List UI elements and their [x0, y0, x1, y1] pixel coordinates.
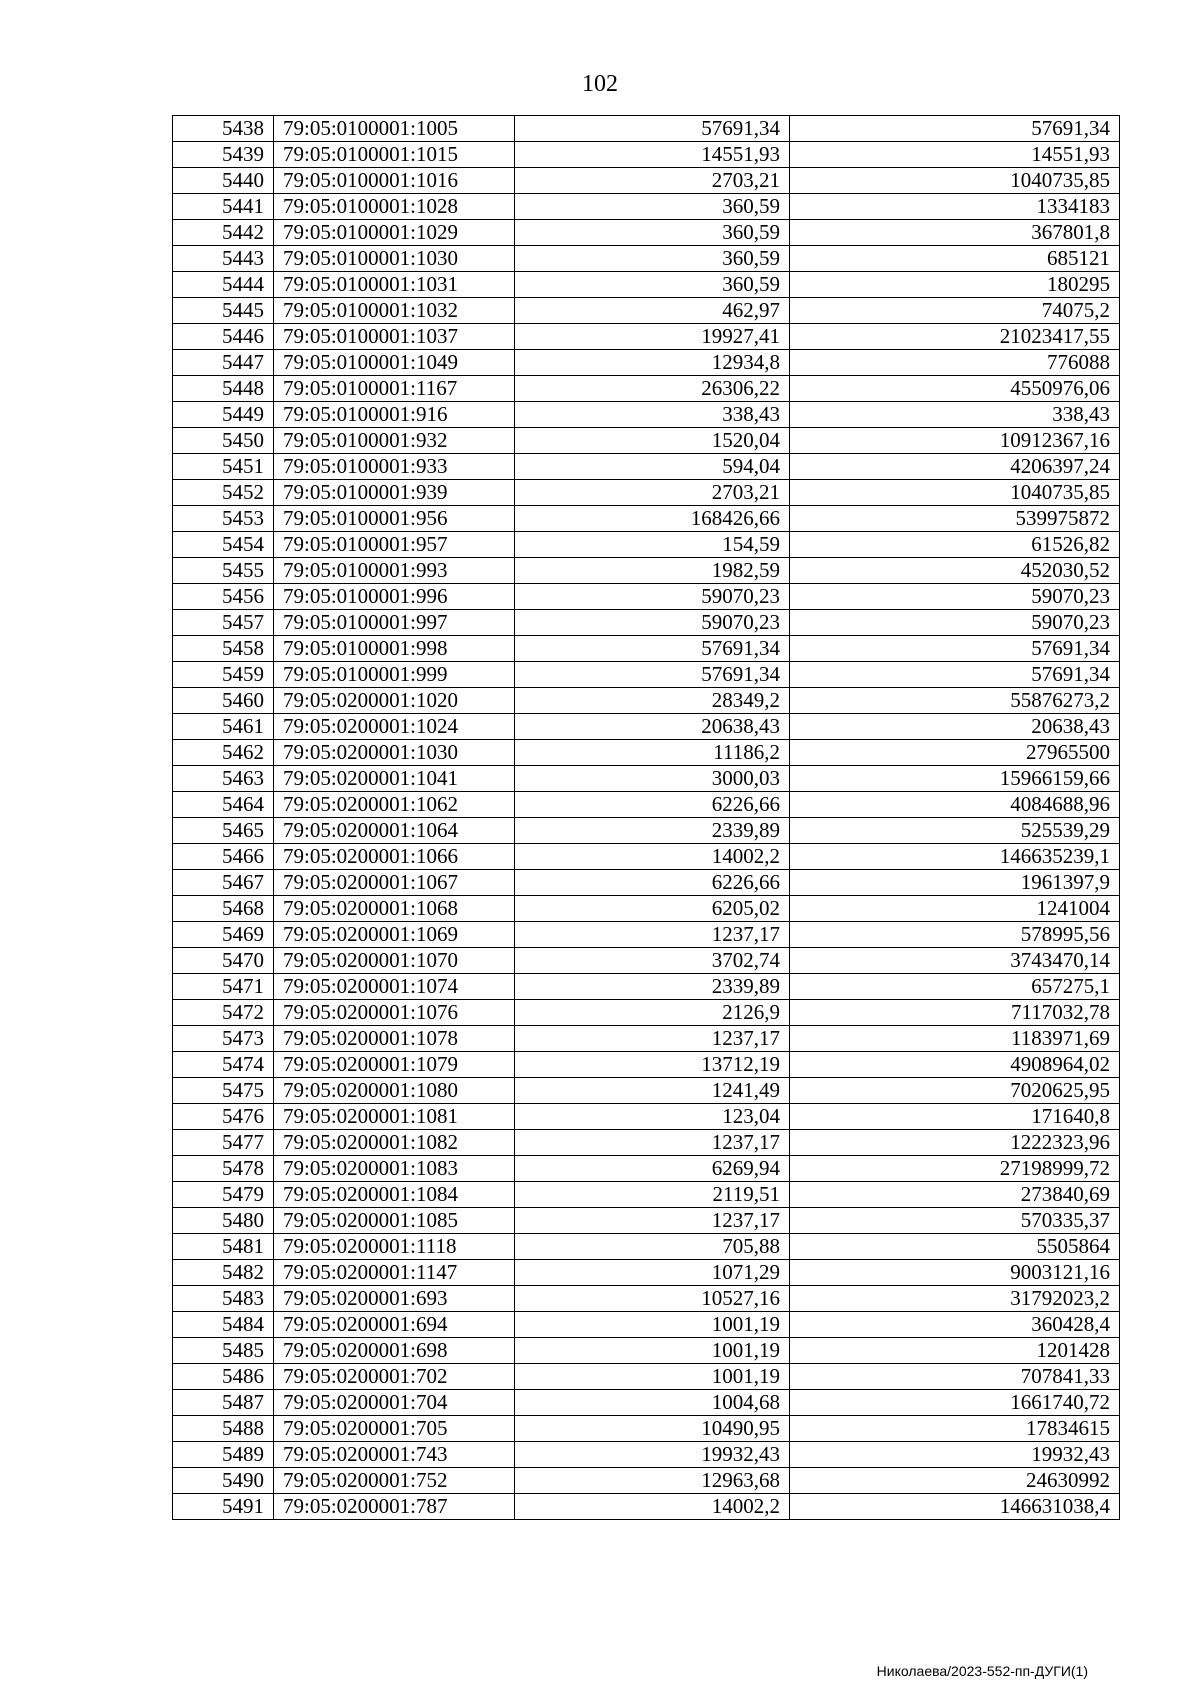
row-number-cell: 5466 [173, 844, 274, 870]
row-number-cell: 5478 [173, 1156, 274, 1182]
row-number-cell: 5441 [173, 194, 274, 220]
row-number-cell: 5440 [173, 168, 274, 194]
area-value-cell: 57691,34 [515, 116, 790, 142]
cadastral-number-cell: 79:05:0200001:787 [274, 1494, 515, 1520]
table-row [173, 1130, 1120, 1156]
cadastral-number-cell: 79:05:0100001:956 [274, 506, 515, 532]
cost-value-cell: 578995,56 [790, 922, 1120, 948]
cadastral-number-cell: 79:05:0200001:698 [274, 1338, 515, 1364]
cadastral-number-cell: 79:05:0100001:1005 [274, 116, 515, 142]
row-number-cell: 5489 [173, 1442, 274, 1468]
cadastral-number-cell: 79:05:0200001:1080 [274, 1078, 515, 1104]
cadastral-number-cell: 79:05:0200001:1076 [274, 1000, 515, 1026]
registry-table [172, 115, 1120, 1520]
table-row [173, 714, 1120, 740]
row-number-cell: 5455 [173, 558, 274, 584]
table-row [173, 1494, 1120, 1520]
cost-value-cell: 59070,23 [790, 610, 1120, 636]
area-value-cell: 6226,66 [515, 870, 790, 896]
registry-table-body [173, 116, 1120, 1520]
table-row [173, 116, 1120, 142]
cost-value-cell: 59070,23 [790, 584, 1120, 610]
table-row [173, 1260, 1120, 1286]
area-value-cell: 19932,43 [515, 1442, 790, 1468]
cadastral-number-cell: 79:05:0100001:1049 [274, 350, 515, 376]
row-number-cell: 5476 [173, 1104, 274, 1130]
row-number-cell: 5453 [173, 506, 274, 532]
table-row [173, 974, 1120, 1000]
table-row [173, 1156, 1120, 1182]
table-row [173, 1182, 1120, 1208]
cadastral-number-cell: 79:05:0100001:1032 [274, 298, 515, 324]
cadastral-number-cell: 79:05:0200001:1069 [274, 922, 515, 948]
cost-value-cell: 10912367,16 [790, 428, 1120, 454]
row-number-cell: 5480 [173, 1208, 274, 1234]
table-row [173, 1234, 1120, 1260]
row-number-cell: 5475 [173, 1078, 274, 1104]
cadastral-number-cell: 79:05:0200001:1084 [274, 1182, 515, 1208]
row-number-cell: 5473 [173, 1026, 274, 1052]
cadastral-number-cell: 79:05:0200001:1074 [274, 974, 515, 1000]
cost-value-cell: 367801,8 [790, 220, 1120, 246]
row-number-cell: 5469 [173, 922, 274, 948]
cost-value-cell: 452030,52 [790, 558, 1120, 584]
cost-value-cell: 1241004 [790, 896, 1120, 922]
cadastral-number-cell: 79:05:0200001:694 [274, 1312, 515, 1338]
cadastral-number-cell: 79:05:0200001:1041 [274, 766, 515, 792]
cost-value-cell: 146631038,4 [790, 1494, 1120, 1520]
table-row [173, 1416, 1120, 1442]
cadastral-number-cell: 79:05:0200001:1082 [274, 1130, 515, 1156]
cadastral-number-cell: 79:05:0200001:1085 [274, 1208, 515, 1234]
cost-value-cell: 57691,34 [790, 636, 1120, 662]
area-value-cell: 360,59 [515, 194, 790, 220]
cadastral-number-cell: 79:05:0200001:1118 [274, 1234, 515, 1260]
row-number-cell: 5459 [173, 662, 274, 688]
cost-value-cell: 4550976,06 [790, 376, 1120, 402]
area-value-cell: 1982,59 [515, 558, 790, 584]
cadastral-number-cell: 79:05:0100001:1031 [274, 272, 515, 298]
area-value-cell: 14551,93 [515, 142, 790, 168]
table-row [173, 454, 1120, 480]
area-value-cell: 154,59 [515, 532, 790, 558]
table-row [173, 1104, 1120, 1130]
table-row [173, 766, 1120, 792]
table-row [173, 324, 1120, 350]
table-row [173, 610, 1120, 636]
cadastral-number-cell: 79:05:0200001:1147 [274, 1260, 515, 1286]
cadastral-number-cell: 79:05:0100001:932 [274, 428, 515, 454]
area-value-cell: 12934,8 [515, 350, 790, 376]
cost-value-cell: 338,43 [790, 402, 1120, 428]
cost-value-cell: 5505864 [790, 1234, 1120, 1260]
cadastral-number-cell: 79:05:0100001:933 [274, 454, 515, 480]
cadastral-number-cell: 79:05:0100001:957 [274, 532, 515, 558]
row-number-cell: 5488 [173, 1416, 274, 1442]
cost-value-cell: 525539,29 [790, 818, 1120, 844]
table-row [173, 688, 1120, 714]
area-value-cell: 1237,17 [515, 1208, 790, 1234]
table-row [173, 1390, 1120, 1416]
cadastral-number-cell: 79:05:0200001:1064 [274, 818, 515, 844]
row-number-cell: 5461 [173, 714, 274, 740]
table-row [173, 168, 1120, 194]
row-number-cell: 5491 [173, 1494, 274, 1520]
area-value-cell: 2703,21 [515, 480, 790, 506]
cost-value-cell: 1661740,72 [790, 1390, 1120, 1416]
area-value-cell: 360,59 [515, 246, 790, 272]
area-value-cell: 10490,95 [515, 1416, 790, 1442]
area-value-cell: 6205,02 [515, 896, 790, 922]
area-value-cell: 13712,19 [515, 1052, 790, 1078]
cadastral-number-cell: 79:05:0200001:704 [274, 1390, 515, 1416]
row-number-cell: 5472 [173, 1000, 274, 1026]
cadastral-number-cell: 79:05:0100001:1028 [274, 194, 515, 220]
area-value-cell: 1001,19 [515, 1338, 790, 1364]
cadastral-number-cell: 79:05:0200001:1083 [274, 1156, 515, 1182]
table-row [173, 896, 1120, 922]
area-value-cell: 59070,23 [515, 584, 790, 610]
table-row [173, 532, 1120, 558]
cost-value-cell: 24630992 [790, 1468, 1120, 1494]
table-row [173, 1052, 1120, 1078]
row-number-cell: 5486 [173, 1364, 274, 1390]
area-value-cell: 1520,04 [515, 428, 790, 454]
cost-value-cell: 74075,2 [790, 298, 1120, 324]
table-row [173, 870, 1120, 896]
row-number-cell: 5468 [173, 896, 274, 922]
cost-value-cell: 7020625,95 [790, 1078, 1120, 1104]
table-row [173, 220, 1120, 246]
cost-value-cell: 21023417,55 [790, 324, 1120, 350]
area-value-cell: 28349,2 [515, 688, 790, 714]
cadastral-number-cell: 79:05:0200001:1030 [274, 740, 515, 766]
area-value-cell: 1237,17 [515, 1130, 790, 1156]
row-number-cell: 5471 [173, 974, 274, 1000]
row-number-cell: 5447 [173, 350, 274, 376]
area-value-cell: 14002,2 [515, 844, 790, 870]
row-number-cell: 5457 [173, 610, 274, 636]
area-value-cell: 57691,34 [515, 636, 790, 662]
row-number-cell: 5464 [173, 792, 274, 818]
area-value-cell: 360,59 [515, 220, 790, 246]
table-row [173, 402, 1120, 428]
cadastral-number-cell: 79:05:0100001:998 [274, 636, 515, 662]
cost-value-cell: 539975872 [790, 506, 1120, 532]
cadastral-number-cell: 79:05:0200001:1078 [274, 1026, 515, 1052]
table-row [173, 1338, 1120, 1364]
cost-value-cell: 31792023,2 [790, 1286, 1120, 1312]
cadastral-number-cell: 79:05:0200001:1024 [274, 714, 515, 740]
area-value-cell: 3000,03 [515, 766, 790, 792]
row-number-cell: 5458 [173, 636, 274, 662]
cost-value-cell: 55876273,2 [790, 688, 1120, 714]
row-number-cell: 5474 [173, 1052, 274, 1078]
cost-value-cell: 17834615 [790, 1416, 1120, 1442]
table-row [173, 636, 1120, 662]
row-number-cell: 5446 [173, 324, 274, 350]
area-value-cell: 59070,23 [515, 610, 790, 636]
cadastral-number-cell: 79:05:0200001:1062 [274, 792, 515, 818]
area-value-cell: 26306,22 [515, 376, 790, 402]
table-row [173, 1026, 1120, 1052]
row-number-cell: 5483 [173, 1286, 274, 1312]
row-number-cell: 5452 [173, 480, 274, 506]
table-row [173, 480, 1120, 506]
cadastral-number-cell: 79:05:0100001:1030 [274, 246, 515, 272]
cost-value-cell: 180295 [790, 272, 1120, 298]
area-value-cell: 2126,9 [515, 1000, 790, 1026]
area-value-cell: 705,88 [515, 1234, 790, 1260]
table-row [173, 740, 1120, 766]
cadastral-number-cell: 79:05:0100001:996 [274, 584, 515, 610]
cost-value-cell: 61526,82 [790, 532, 1120, 558]
cost-value-cell: 1201428 [790, 1338, 1120, 1364]
cost-value-cell: 3743470,14 [790, 948, 1120, 974]
cost-value-cell: 27198999,72 [790, 1156, 1120, 1182]
row-number-cell: 5439 [173, 142, 274, 168]
cost-value-cell: 273840,69 [790, 1182, 1120, 1208]
table-row [173, 298, 1120, 324]
cadastral-number-cell: 79:05:0200001:1068 [274, 896, 515, 922]
area-value-cell: 3702,74 [515, 948, 790, 974]
area-value-cell: 1237,17 [515, 922, 790, 948]
area-value-cell: 338,43 [515, 402, 790, 428]
table-row [173, 376, 1120, 402]
cost-value-cell: 57691,34 [790, 662, 1120, 688]
cost-value-cell: 1183971,69 [790, 1026, 1120, 1052]
cadastral-number-cell: 79:05:0100001:916 [274, 402, 515, 428]
cost-value-cell: 1334183 [790, 194, 1120, 220]
area-value-cell: 1241,49 [515, 1078, 790, 1104]
row-number-cell: 5454 [173, 532, 274, 558]
cadastral-number-cell: 79:05:0200001:1079 [274, 1052, 515, 1078]
row-number-cell: 5482 [173, 1260, 274, 1286]
table-row [173, 662, 1120, 688]
row-number-cell: 5485 [173, 1338, 274, 1364]
cadastral-number-cell: 79:05:0100001:1167 [274, 376, 515, 402]
table-row [173, 1468, 1120, 1494]
cost-value-cell: 7117032,78 [790, 1000, 1120, 1026]
area-value-cell: 6269,94 [515, 1156, 790, 1182]
cost-value-cell: 657275,1 [790, 974, 1120, 1000]
table-row [173, 506, 1120, 532]
table-row [173, 922, 1120, 948]
cost-value-cell: 776088 [790, 350, 1120, 376]
cadastral-number-cell: 79:05:0200001:702 [274, 1364, 515, 1390]
table-row [173, 792, 1120, 818]
row-number-cell: 5479 [173, 1182, 274, 1208]
cadastral-number-cell: 79:05:0100001:1015 [274, 142, 515, 168]
table-row [173, 272, 1120, 298]
cost-value-cell: 360428,4 [790, 1312, 1120, 1338]
table-row [173, 350, 1120, 376]
row-number-cell: 5462 [173, 740, 274, 766]
row-number-cell: 5442 [173, 220, 274, 246]
table-row [173, 584, 1120, 610]
area-value-cell: 1071,29 [515, 1260, 790, 1286]
area-value-cell: 10527,16 [515, 1286, 790, 1312]
row-number-cell: 5443 [173, 246, 274, 272]
cost-value-cell: 146635239,1 [790, 844, 1120, 870]
table-row [173, 818, 1120, 844]
cadastral-number-cell: 79:05:0100001:939 [274, 480, 515, 506]
area-value-cell: 1004,68 [515, 1390, 790, 1416]
cadastral-number-cell: 79:05:0200001:693 [274, 1286, 515, 1312]
area-value-cell: 594,04 [515, 454, 790, 480]
cadastral-number-cell: 79:05:0200001:1066 [274, 844, 515, 870]
area-value-cell: 11186,2 [515, 740, 790, 766]
table-row [173, 948, 1120, 974]
area-value-cell: 168426,66 [515, 506, 790, 532]
cadastral-number-cell: 79:05:0200001:752 [274, 1468, 515, 1494]
row-number-cell: 5448 [173, 376, 274, 402]
cost-value-cell: 19932,43 [790, 1442, 1120, 1468]
cadastral-number-cell: 79:05:0100001:1037 [274, 324, 515, 350]
row-number-cell: 5465 [173, 818, 274, 844]
table-row [173, 1000, 1120, 1026]
row-number-cell: 5484 [173, 1312, 274, 1338]
row-number-cell: 5445 [173, 298, 274, 324]
cost-value-cell: 1040735,85 [790, 480, 1120, 506]
area-value-cell: 19927,41 [515, 324, 790, 350]
table-row [173, 1364, 1120, 1390]
table-row [173, 142, 1120, 168]
cadastral-number-cell: 79:05:0200001:743 [274, 1442, 515, 1468]
cost-value-cell: 570335,37 [790, 1208, 1120, 1234]
document-footer: Николаева/2023-552-пп-ДУГИ(1) [876, 1663, 1088, 1679]
table-row [173, 558, 1120, 584]
cadastral-number-cell: 79:05:0100001:1016 [274, 168, 515, 194]
table-row [173, 1312, 1120, 1338]
cost-value-cell: 57691,34 [790, 116, 1120, 142]
table-row [173, 428, 1120, 454]
cadastral-number-cell: 79:05:0100001:997 [274, 610, 515, 636]
cadastral-number-cell: 79:05:0100001:1029 [274, 220, 515, 246]
area-value-cell: 14002,2 [515, 1494, 790, 1520]
table-row [173, 844, 1120, 870]
area-value-cell: 1237,17 [515, 1026, 790, 1052]
cost-value-cell: 4908964,02 [790, 1052, 1120, 1078]
area-value-cell: 360,59 [515, 272, 790, 298]
cadastral-number-cell: 79:05:0200001:1020 [274, 688, 515, 714]
cadastral-number-cell: 79:05:0100001:999 [274, 662, 515, 688]
row-number-cell: 5477 [173, 1130, 274, 1156]
area-value-cell: 123,04 [515, 1104, 790, 1130]
row-number-cell: 5451 [173, 454, 274, 480]
cadastral-number-cell: 79:05:0200001:1081 [274, 1104, 515, 1130]
row-number-cell: 5438 [173, 116, 274, 142]
cadastral-number-cell: 79:05:0200001:1070 [274, 948, 515, 974]
cost-value-cell: 4206397,24 [790, 454, 1120, 480]
cost-value-cell: 1040735,85 [790, 168, 1120, 194]
area-value-cell: 12963,68 [515, 1468, 790, 1494]
row-number-cell: 5467 [173, 870, 274, 896]
cadastral-number-cell: 79:05:0100001:993 [274, 558, 515, 584]
area-value-cell: 2339,89 [515, 818, 790, 844]
cost-value-cell: 1222323,96 [790, 1130, 1120, 1156]
cost-value-cell: 14551,93 [790, 142, 1120, 168]
row-number-cell: 5450 [173, 428, 274, 454]
cost-value-cell: 9003121,16 [790, 1260, 1120, 1286]
cadastral-number-cell: 79:05:0200001:1067 [274, 870, 515, 896]
cost-value-cell: 1961397,9 [790, 870, 1120, 896]
area-value-cell: 2703,21 [515, 168, 790, 194]
row-number-cell: 5449 [173, 402, 274, 428]
cost-value-cell: 685121 [790, 246, 1120, 272]
row-number-cell: 5487 [173, 1390, 274, 1416]
cost-value-cell: 15966159,66 [790, 766, 1120, 792]
row-number-cell: 5481 [173, 1234, 274, 1260]
row-number-cell: 5460 [173, 688, 274, 714]
row-number-cell: 5490 [173, 1468, 274, 1494]
cost-value-cell: 707841,33 [790, 1364, 1120, 1390]
cost-value-cell: 4084688,96 [790, 792, 1120, 818]
table-row [173, 194, 1120, 220]
row-number-cell: 5456 [173, 584, 274, 610]
table-row [173, 1078, 1120, 1104]
area-value-cell: 1001,19 [515, 1364, 790, 1390]
row-number-cell: 5444 [173, 272, 274, 298]
area-value-cell: 57691,34 [515, 662, 790, 688]
row-number-cell: 5470 [173, 948, 274, 974]
table-row [173, 246, 1120, 272]
cost-value-cell: 171640,8 [790, 1104, 1120, 1130]
table-row [173, 1208, 1120, 1234]
area-value-cell: 2119,51 [515, 1182, 790, 1208]
page-number: 102 [582, 71, 618, 97]
area-value-cell: 462,97 [515, 298, 790, 324]
cost-value-cell: 27965500 [790, 740, 1120, 766]
area-value-cell: 6226,66 [515, 792, 790, 818]
area-value-cell: 1001,19 [515, 1312, 790, 1338]
area-value-cell: 20638,43 [515, 714, 790, 740]
cost-value-cell: 20638,43 [790, 714, 1120, 740]
cadastral-number-cell: 79:05:0200001:705 [274, 1416, 515, 1442]
row-number-cell: 5463 [173, 766, 274, 792]
area-value-cell: 2339,89 [515, 974, 790, 1000]
table-row [173, 1286, 1120, 1312]
table-row [173, 1442, 1120, 1468]
